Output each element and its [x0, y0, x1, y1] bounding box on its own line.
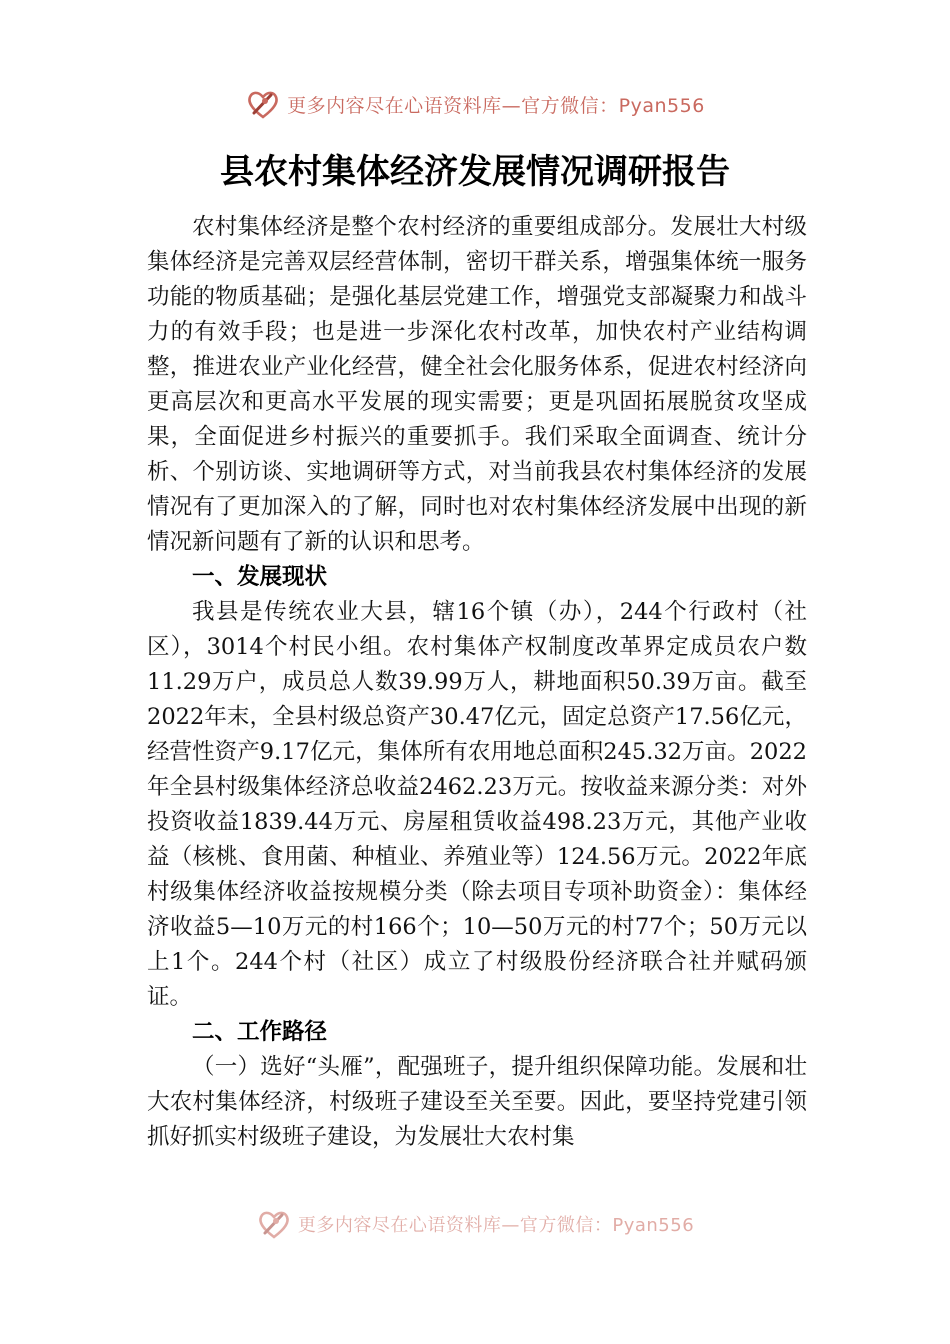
- footer-banner-text: 更多内容尽在心语资料库—官方微信：Pyan556: [297, 1215, 695, 1236]
- document-body: [147, 210, 807, 1155]
- header-watermark-banner: [0, 84, 950, 124]
- document-title: 县农村集体经济发展情况调研报告: [220, 152, 730, 192]
- section1-paragraph: 我县是传统农业大县，辖16个镇（办），244个行政村（社区），3014个村民小组。农村集体产权制度改革界定成员农户数11.29万户，成员总人数39.99万人，耕地面积50.39万亩。截至2022年末，全县村级总资产30.47亿元，固定总资产17.56亿元，经营性资产9.17亿元，集体所有农用地总面积245.32万亩。2022年全县村级集体经济总收益2462.23万元。按收益来源分类：对外投资收益1839.44万元、房屋租赁收益498.23万元，其他产业收益（核桃、食用菌、种植业、养殖业等）124.56万元。2022年底村级集体经济收益按规模分类（除去项目专项补助资金）：集体经济收益5—10万元的村166个；10—50万元的村77个；50万元以上1个。244个村（社区）成立了村级股份经济联合社并赋码颁证。: [147, 599, 807, 1010]
- footer-watermark-banner: [0, 1206, 950, 1242]
- heart-pen-logo-icon: [245, 86, 281, 122]
- section2-heading: 二、工作路径: [192, 1019, 328, 1045]
- heart-pen-logo-icon: [256, 1206, 292, 1242]
- section1-heading: 一、发展现状: [192, 564, 328, 590]
- intro-paragraph: 农村集体经济是整个农村经济的重要组成部分。发展壮大村级集体经济是完善双层经营体制，密切干群关系，增强集体统一服务功能的物质基础；是强化基层党建工作，增强党支部凝聚力和战斗力的有效手段；也是进一步深化农村改革，加快农村产业结构调整，推进农业产业化经营，健全社会化服务体系，促进农村经济向更高层次和更高水平发展的现实需要；更是巩固拓展脱贫攻坚成果，全面促进乡村振兴的重要抓手。我们采取全面调查、统计分析、个别访谈、实地调研等方式，对当前我县农村集体经济的发展情况有了更加深入的了解，同时也对农村集体经济发展中出现的新情况新问题有了新的认识和思考。: [147, 214, 807, 555]
- header-banner-text: 更多内容尽在心语资料库—官方微信：Pyan556: [287, 94, 705, 117]
- section2-paragraph: （一）选好“头雁”，配强班子，提升组织保障功能。发展和壮大农村集体经济，村级班子建设至关至要。因此，要坚持党建引领抓好抓实村级班子建设，为发展壮大农村集: [147, 1054, 807, 1150]
